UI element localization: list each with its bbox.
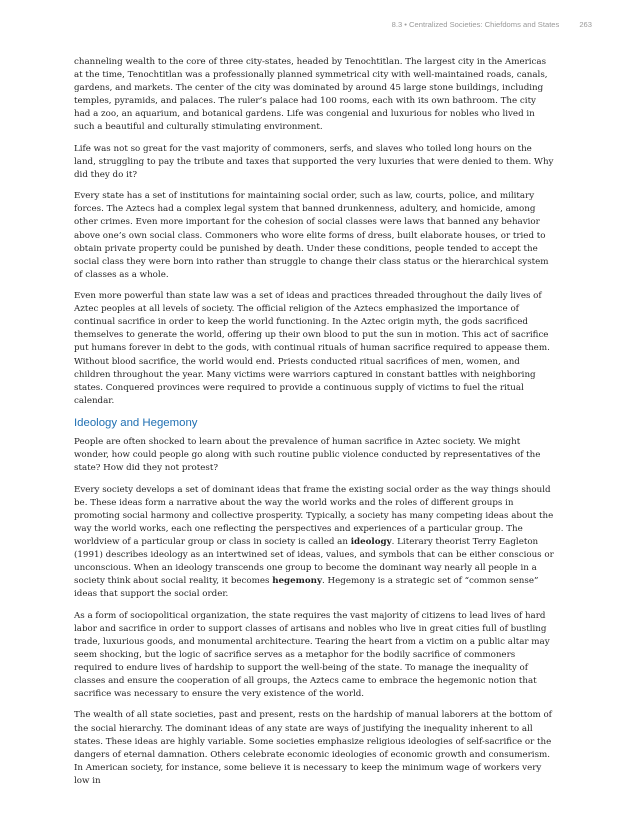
text-run: . Literary theorist Terry Eagleton (1991) describes ideology as an intertwined set of ideas, values, and symbols that can be either conscious or unconscious. When an ideology transcends one group to become the dominant way nearly all people in a society think about social reality, it becomes <box>74 536 554 587</box>
paragraph <box>74 484 555 602</box>
text-run: Every society develops a set of dominant ideas that frame the existing social order as the way things should be. These ideas form a narrative about the way the world works and the roles of different groups in promoting social harmony and collective prosperity. Typically, a society has many competing ideas about the way the world works, each one reflecting the perspectives and experiences of a particular group. The worldview of a particular group or class in society is called an <box>74 484 554 547</box>
paragraph: channeling wealth to the core of three city-states, headed by Tenochtitlan. The largest city in the Americas at the time, Tenochtitlan was a professionally planned symmetrical city with well-maintained roads, canals, gardens, and markets. The center of the city was dominated by around 45 large stone buildings, including temples, pyramids, and palaces. The ruler’s palace had 100 rooms, each with its own bathroom. The city had a zoo, an aquarium, and botanical gardens. Life was congenial and luxurious for nobles who lived in such a beautiful and culturally stimulating environment. <box>74 57 548 133</box>
key-term-hegemony: hegemony <box>272 576 323 587</box>
paragraph: Even more powerful than state law was a set of ideas and practices threaded throughout the daily lives of Aztec peoples at all levels of society. The official religion of the Aztecs emphasized the importance of continual sacrifice in order to keep the world functioning. In the Aztec origin myth, the gods sacrificed themselves to generate the world, offering up their own blood to put the sun in motion. This act of sacrifice put humans forever in debt to the gods, with continual rituals of human sacrifice required to appease them. Without blood sacrifice, the world would end. Priests conducted ritual sacrifices of men, women, and children throughout the year. Many victims were warriors captured in constant battles with neighboring states. Conquered provinces were required to provide a continuous supply of victims to fuel the ritual calendar. <box>74 291 550 406</box>
key-term-ideology: ideology <box>350 536 392 547</box>
running-header <box>300 20 592 29</box>
section-title: 8.3 • Centralized Societies: Chiefdoms and States <box>391 20 560 29</box>
section-heading: Ideology and Hegemony <box>74 417 198 430</box>
body-text <box>74 56 555 796</box>
paragraph: Every state has a set of institutions for maintaining social order, such as law, courts, police, and military forces. The Aztecs had a complex legal system that banned drunkenness, adultery, and homicide, among other crimes. Even more important for the cohesion of social classes were laws that banned any behavior above one’s own social class. Commoners who wore elite forms of dress, built elaborate houses, or tried to obtain private property could be punished by death. Under these conditions, people tended to accept the social class they were born into rather than struggle to change their class status or the hierarchical system of classes as a whole. <box>74 191 549 280</box>
paragraph: Life was not so great for the vast majority of commoners, serfs, and slaves who toiled long hours on the land, struggling to pay the tribute and taxes that supported the very luxuries that were denied to them. Why did they do it? <box>74 143 554 180</box>
text-run: . Hegemony is a strategic set of “common sense” ideas that support the social order. <box>74 576 539 600</box>
page-number: 263 <box>579 20 592 29</box>
paragraph: As a form of sociopolitical organization, the state requires the vast majority of citizens to lead lives of hard labor and sacrifice in order to support classes of artisans and nobles who live in great cities full of bustling trade, luxurious goods, and monumental architecture. Tearing the heart from a victim on a public altar may seem shocking, but the logic of sacrifice serves as a metaphor for the bodily sacrifice of commoners required to endure lives of hardship to support the well-being of the state. To manage the inequality of classes and ensure the cooperation of all groups, the Aztecs came to embrace the hegemonic notion that sacrifice was necessary to ensure the very existence of the world. <box>74 610 550 700</box>
paragraph: The wealth of all state societies, past and present, rests on the hardship of manual laborers at the bottom of the social hierarchy. The dominant ideas of any state are ways of justifying the inequality inherent to all states. These ideas are highly variable. Some societies emphasize religious ideologies of self-sacrifice or the dangers of eternal damnation. Others celebrate economic ideologies of economic growth and consumerism. In American society, for instance, some believe it is necessary to keep the minimum wage of workers very low in <box>74 710 552 786</box>
paragraph: People are often shocked to learn about the prevalence of human sacrifice in Aztec society. We might wonder, how could people go along with such routine public violence conducted by representatives of the state? How did they not protest? <box>74 437 541 474</box>
